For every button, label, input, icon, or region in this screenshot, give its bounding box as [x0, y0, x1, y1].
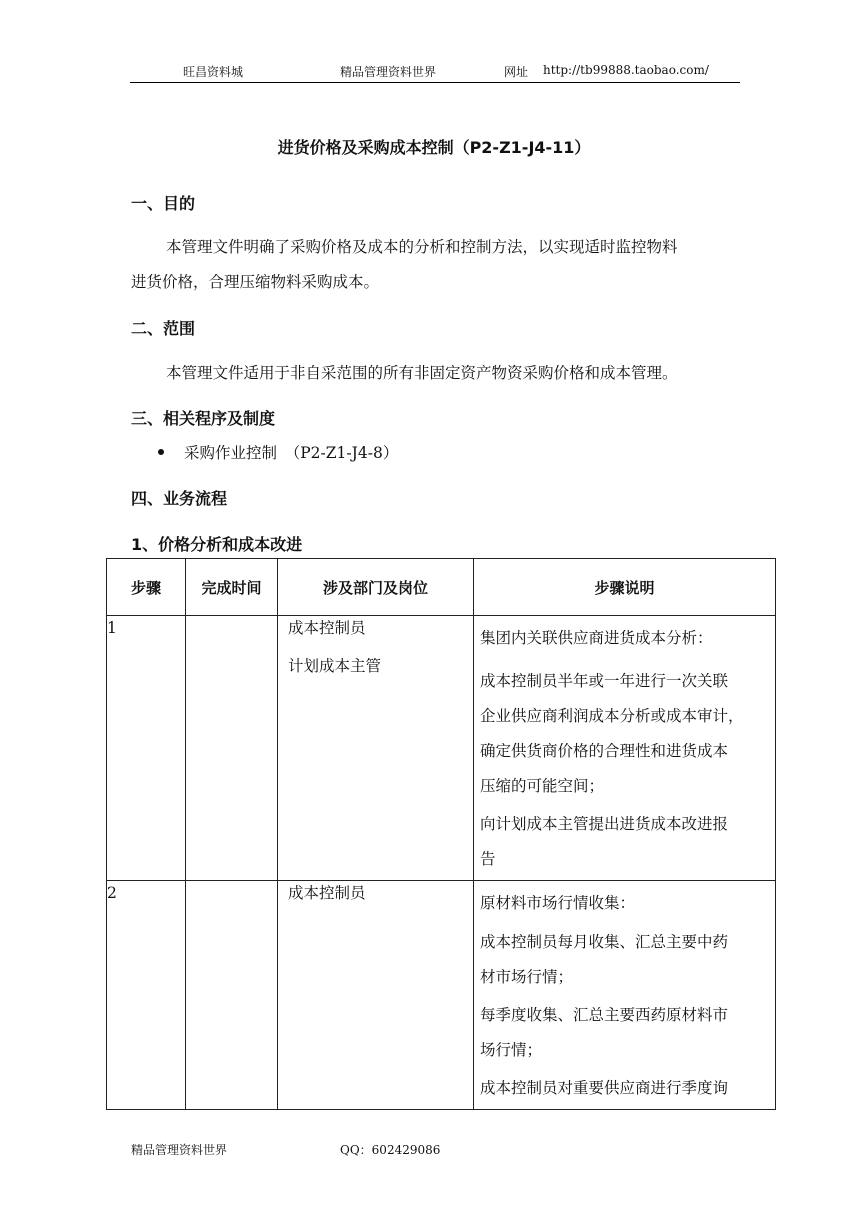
- dept-item: 成本控制员: [288, 619, 366, 637]
- footer-qq: QQ：602429086: [340, 1143, 441, 1157]
- section-scope-heading: 二、范围: [131, 319, 196, 338]
- section-scope-line-1: 本管理文件适用于非自采范围的所有非固定资产物资采购价格和成本管理。: [166, 364, 678, 382]
- table-row: [107, 616, 776, 881]
- desc-line: 向计划成本主管提出进货成本改进报: [480, 815, 729, 833]
- section-related-heading: 三、相关程序及制度: [131, 409, 276, 428]
- desc-paragraph: [480, 998, 775, 1068]
- desc-line: 企业供应商利润成本分析或成本审计，: [480, 707, 744, 725]
- dept-item: 成本控制员: [288, 884, 366, 902]
- column-header-step: 步骤: [107, 559, 186, 616]
- desc-line: 告: [480, 850, 496, 868]
- desc-line: 集团内关联供应商进货成本分析：: [480, 629, 713, 647]
- header-center: 精品管理资料世界: [340, 65, 437, 79]
- footer-left: 精品管理资料世界: [131, 1143, 228, 1157]
- document-title: 进货价格及采购成本控制（P2-Z1-J4-11）: [277, 138, 591, 157]
- step-number-cell: [107, 881, 186, 1110]
- dept-cell: [278, 616, 474, 881]
- dept-item: 计划成本主管: [288, 657, 382, 675]
- completion-time-cell: [186, 881, 278, 1110]
- completion-time-cell: [186, 616, 278, 881]
- header-site-label: 网址: [504, 65, 529, 79]
- desc-line: 成本控制员对重要供应商进行季度询: [480, 1079, 729, 1097]
- table-header-row: [107, 559, 776, 616]
- column-header-desc: 步骤说明: [474, 559, 776, 616]
- section-purpose-heading: 一、目的: [131, 194, 196, 213]
- desc-paragraph: [480, 626, 775, 650]
- desc-paragraph: [480, 925, 775, 995]
- desc-cell: [474, 881, 776, 1110]
- step-number: 2: [107, 884, 117, 902]
- column-header-time: 完成时间: [186, 559, 278, 616]
- process-table: [106, 558, 776, 1110]
- desc-paragraph: [480, 807, 775, 877]
- desc-line: 材市场行情；: [480, 968, 574, 986]
- dept-cell: [278, 881, 474, 1110]
- section-purpose-line-2: 进货价格，合理压缩物料采购成本。: [131, 273, 380, 291]
- subsection-price-analysis-heading: 1、价格分析和成本改进: [131, 535, 303, 554]
- desc-line: 成本控制员半年或一年进行一次关联: [480, 672, 729, 690]
- header-rule: [130, 82, 740, 83]
- desc-cell: [474, 616, 776, 881]
- desc-paragraph: [480, 1071, 775, 1106]
- related-procedure-item: 采购作业控制 （P2-Z1-J4-8）: [184, 444, 399, 462]
- header-site-url[interactable]: http://tb99888.taobao.com/: [543, 63, 709, 77]
- desc-line: 成本控制员每月收集、汇总主要中药: [480, 933, 729, 951]
- column-header-dept: 涉及部门及岗位: [278, 559, 474, 616]
- desc-line: 每季度收集、汇总主要西药原材料市: [480, 1006, 729, 1024]
- section-purpose-line-1: 本管理文件明确了采购价格及成本的分析和控制方法，以实现适时监控物料: [166, 238, 678, 256]
- section-process-heading: 四、业务流程: [131, 489, 228, 508]
- desc-line: 原材料市场行情收集：: [480, 894, 636, 912]
- desc-line: 压缩的可能空间；: [480, 777, 605, 795]
- desc-paragraph: [480, 891, 775, 915]
- step-number: 1: [107, 619, 117, 637]
- desc-line: 确定供货商价格的合理性和进货成本: [480, 742, 729, 760]
- table-row: [107, 881, 776, 1110]
- bullet-icon: [158, 449, 164, 455]
- desc-line: 场行情；: [480, 1041, 543, 1059]
- desc-paragraph: [480, 664, 775, 804]
- header-left: 旺昌资料城: [183, 65, 244, 79]
- step-number-cell: [107, 616, 186, 881]
